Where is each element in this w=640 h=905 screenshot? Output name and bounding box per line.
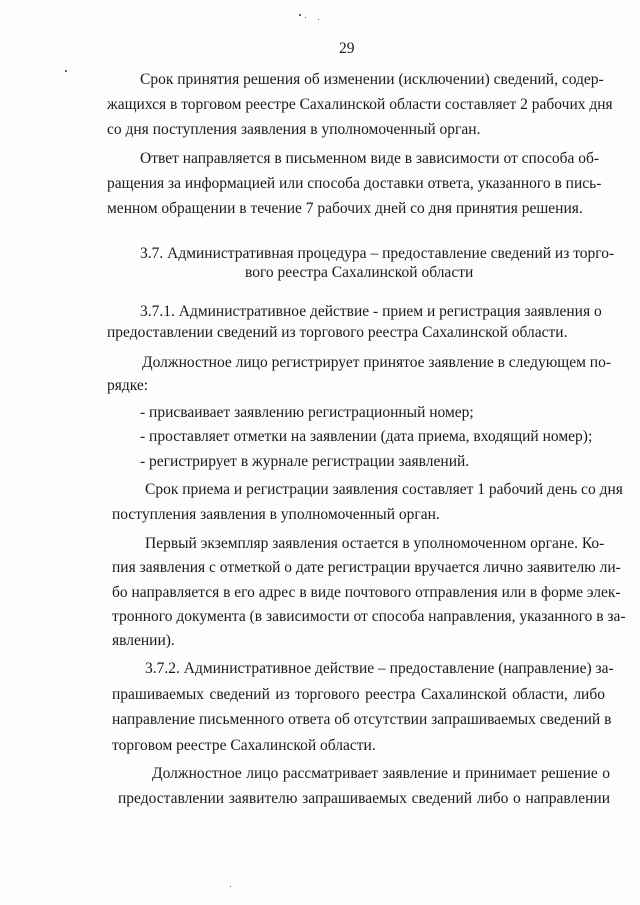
text-line: Должностное лицо рассматривает заявление и принимает решение о [152,765,610,782]
text-line: Должностное лицо регистрирует принятое заявление в следующем по- [142,354,612,371]
text-line: предоставлении сведений из торгового реестра Сахалинской области. [107,324,568,341]
scan-speck [305,17,306,18]
text-line: Срок принятия решения об изменении (исключении) сведений, содер- [140,71,604,88]
text-line: ращения за информацией или способа доставки ответа, указанного в пись- [107,175,602,192]
text-line: предоставлении заявителю запрашиваемых сведений либо о направлении [118,790,610,807]
text-line: тронного документа (в зависимости от способа направления, указанного в за- [112,608,626,625]
text-line: бо направляется в его адрес в виде почтового отправления или в форме элек- [112,584,621,601]
text-line: 3.7.2. Административное действие – предоставление (направление) за- [145,660,614,677]
scan-speck [318,19,319,20]
text-line: Срок приема и регистрации заявления составляет 1 рабочий день со дня [145,481,623,498]
text-line: пия заявления с отметкой о дате регистрации вручается лично заявителю ли- [112,559,621,576]
scan-speck [299,14,301,16]
list-item: - проставляет отметки на заявлении (дата приема, входящий номер); [140,428,593,445]
text-line: жащихся в торговом реестре Сахалинской области составляет 2 рабочих дня [107,96,613,113]
section-heading: 3.7. Административная процедура – предоставление сведений из торго- [140,245,615,262]
text-line: явлении). [112,632,175,649]
text-line: 3.7.1. Административное действие - прием и регистрация заявления о [140,303,602,320]
list-item: - регистрирует в журнале регистрации заявлений. [140,453,470,470]
text-line: торговом реестре Сахалинской области. [112,737,376,754]
text-line: Ответ направляется в письменном виде в зависимости от способа об- [140,150,600,167]
text-line: направление письменного ответа об отсутствии запрашиваемых сведений в [112,711,612,728]
text-line: прашиваемых сведений из торгового реестра Сахалинской области, либо [112,686,605,703]
list-item: - присваивает заявлению регистрационный номер; [140,404,474,421]
section-heading: вого реестра Сахалинской области [245,264,474,281]
text-line: рядке: [107,377,149,394]
scan-speck [65,70,67,72]
scan-speck [230,886,231,887]
text-line: со дня поступления заявления в уполномоченный орган. [107,121,481,138]
text-line: менном обращении в течение 7 рабочих дней со дня принятия решения. [107,200,583,217]
page-number: 29 [339,40,355,57]
text-line: поступления заявления в уполномоченный орган. [112,506,440,523]
text-line: Первый экземпляр заявления остается в уполномоченном органе. Ко- [145,535,605,552]
